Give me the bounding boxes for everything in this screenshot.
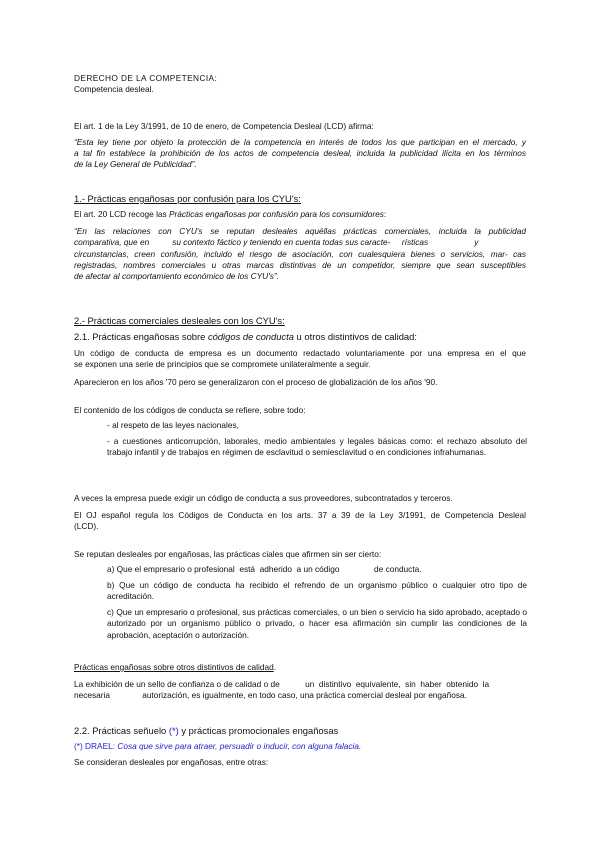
otros-heading: Prácticas engañosas sobre otros distintivos de calidad.	[74, 662, 277, 672]
intro-quote-line: a tal fin establece la prohibición de los actos de competencia desleal, incluida la publicidad ilícita en los términos	[74, 148, 526, 158]
section22-heading: 2.2. Prácticas señuelo (*) y prácticas promocionales engañosas	[74, 725, 339, 736]
section1-quote-line: de afectar al comportamiento económico de los CYU's”.	[74, 271, 279, 281]
reputan-item: a) Que el empresario o profesional está adherido a un código de conducta.	[107, 564, 422, 574]
intro-lead: El art. 1 de la Ley 3/1991, de 10 de enero, de Competencia Desleal (LCD) afirma:	[74, 121, 374, 131]
section1-quote-line: circunstancias, creen confusión, incluido el riesgo de asociación, con cualesquiera bienes o servicios, mar- cas	[74, 249, 526, 259]
section2-heading: 2.- Prácticas comerciales desleales con los CYU's:	[74, 315, 285, 326]
intro-quote-line: de la Ley General de Publicidad”.	[74, 159, 197, 169]
definition-line: Un código de conducta de empresa es un documento redactado voluntariamente por una empresa en el que	[74, 348, 526, 358]
draeL-note: (*) DRAEL: Cosa que sirve para atraer, persuadir o inducir, con alguna falacia.	[74, 741, 362, 751]
content-lead: El contenido de los códigos de conducta se refiere, sobre todo:	[74, 405, 306, 415]
document-title: DERECHO DE LA COMPETENCIA:	[74, 73, 218, 83]
section1-heading: 1.- Prácticas engañosas por confusión para los CYU's:	[74, 193, 301, 204]
intro-quote-line: “Esta ley tiene por objeto la protección de la competencia en interés de todos los que participan en el mercado, y	[74, 137, 526, 147]
closing-text: Se consideran desleales por engañosas, entre otras:	[74, 757, 269, 767]
document-subtitle: Competencia desleal.	[74, 84, 154, 94]
suppliers-text: A veces la empresa puede exigir un código de conducta a sus proveedores, subcontratados y terceros.	[74, 493, 453, 503]
section1-lead: El art. 20 LCD recoge las Prácticas engañosas por confusión para los consumidores:	[74, 209, 387, 219]
otros-line: necesaria autorización, es igualmente, en todo caso, una práctica comercial desleal por engañosa.	[74, 690, 467, 700]
section1-quote-line: “En las relaciones con CYU's se reputan desleales aquéllas prácticas comerciales, incluida la publicidad	[74, 226, 526, 236]
oj-line: El OJ español regula los Códigos de Conducta en los arts. 37 a 39 de la Ley 3/1991, de Competencia Desleal	[74, 510, 526, 520]
section1-quote-line: comparativa, que en su contexto fáctico y teniendo en cuenta todas sus caracte- rísticas y	[74, 237, 479, 247]
reputan-lead: Se reputan desleales por engañosas, las prácticas ciales que afirmen sin ser cierto:	[74, 549, 382, 559]
content-item: - a cuestiones anticorrupción, laborales, medio ambientales y legales básicas como: el rechazo absoluto del trabajo infantil y de trabajos en régimen de esclavitud o semiesclavitud o en condiciones infrahumanas.	[107, 436, 527, 458]
reputan-item: b) Que un código de conducta ha recibido el refrendo de un organismo público o cualquier otro tipo de acreditación.	[107, 580, 527, 602]
section1-quote-line: registradas, nombres comerciales u otras marcas distintivas de un competidor, siempre que sean susceptibles	[74, 260, 526, 270]
reputan-item: c) Que un empresario o profesional, sus prácticas comerciales, o un bien o servicio ha sido aprobado, aceptado o autorizado por un organismo público o privado, o hacer esa afirmación sin cumplir las condiciones de la aprobación, aceptación o autorización.	[107, 607, 527, 640]
content-item: - al respeto de las leyes nacionales,	[107, 420, 239, 430]
oj-line: (LCD).	[74, 521, 99, 531]
section2-subheading: 2.1. Prácticas engañosas sobre códigos de conducta u otros distintivos de calidad:	[74, 331, 417, 342]
definition-line: se exponen una serie de principios que se compromete unilateralmente a seguir.	[74, 359, 371, 369]
otros-line: La exhibición de un sello de confianza o de calidad o de un distintivo equivalente, sin haber obtenido la	[74, 679, 490, 689]
history-text: Aparecieron en los años '70 pero se generalizaron con el proceso de globalización de los años '90.	[74, 377, 438, 387]
